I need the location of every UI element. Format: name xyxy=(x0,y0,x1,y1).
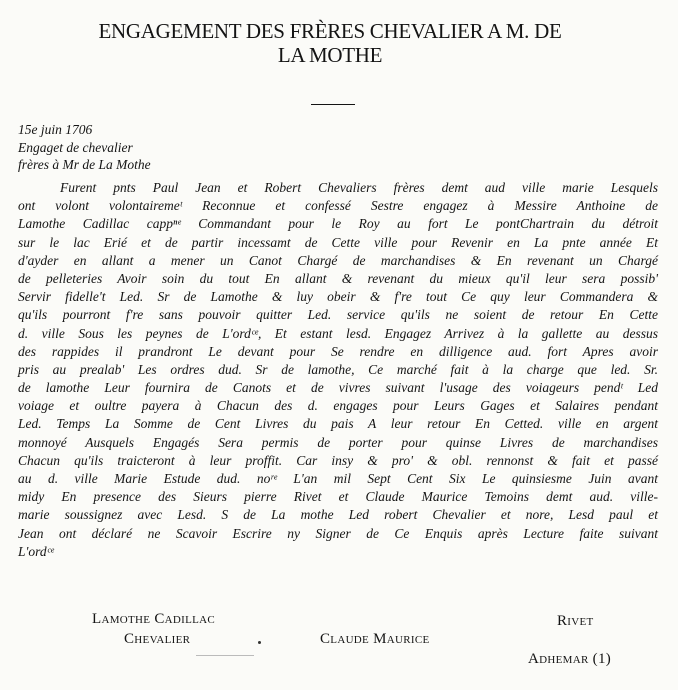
body-line: de lamothe Leur fournira de Canots et de vivres suivant l'usage des voiageurs pendᵗ Led xyxy=(18,380,658,396)
signature-lamothe: Lamothe Cadillac xyxy=(92,611,216,627)
title-divider xyxy=(311,104,355,105)
body-line: Led. Temps La Somme de Cent Livres du pais A leur retour En Cetted. ville en argent xyxy=(18,416,658,432)
document-body xyxy=(18,179,658,561)
body-line: pris au prealab' Les ordres dud. Sr de lamothe, Ce marché fait à la charge que led. Sr. xyxy=(18,361,658,377)
body-line: Servir fidelle't Led. Sr de Lamothe & luy obeir & f're tout Ce quy leur Commandera & xyxy=(18,289,658,305)
body-line: au d. ville Marie Estude dud. noʳᵉ L'an mil Sept Cent Six Le quinsiesme Juin avant xyxy=(18,471,658,486)
title-line-1: ENGAGEMENT DES FRÈRES CHEVALIER A M. DE xyxy=(98,19,562,43)
body-line: Jean ont déclaré ne Scavoir Escrire ny Signer de Ce Enquis après Lecture faite suivant xyxy=(18,525,658,541)
body-line: ont volont volontairemeᵗ Reconnue et confessé Sestre engagez à Messire Anthoine de xyxy=(18,198,658,214)
body-line: sur le lac Erié et de partir incessamt de Cette ville pour Revenir en La pnte année Et xyxy=(18,234,658,250)
body-line: Lamothe Cadillac cappⁿᵉ Commandant pour le Roy au fort Le pontChartrain du détroit xyxy=(18,216,658,232)
signature-adhemar: Adhemar (1) xyxy=(528,651,612,667)
body-line: midy En presence des Sieurs pierre Rivet et Claude Maurice Temoins demt aud. ville- xyxy=(18,489,658,505)
header-line-3: frères à Mr de La Mothe xyxy=(18,157,151,172)
signature-chevalier: Chevalier xyxy=(124,631,191,647)
header-date: 15e juin 1706 xyxy=(18,122,93,137)
body-line: Furent pnts Paul Jean et Robert Chevaliers frères demt aud ville marie Lesquels xyxy=(60,180,658,195)
body-line: d. ville Sous les peynes de L'ordᶜᵉ, Et estant lesd. Engagez Arrivez à la gallette au dessus xyxy=(18,325,658,341)
body-line: de pelleteries Avoir soin du tout En allant & revenant du mieux qu'il leur sera possib' xyxy=(18,270,658,286)
ink-dot xyxy=(258,641,261,644)
header-line-2: Engaget de chevalier xyxy=(18,139,133,155)
document-header xyxy=(18,121,151,174)
signature-maurice: Claude Maurice xyxy=(320,631,430,647)
body-line: des rappides il prandront Le devant pour Se rendre en dilligence aud. fort Apres avoir xyxy=(18,343,658,359)
body-line: marie soussignez avec Lesd. S de La mothe Led robert Chevalier et nore, Lesd paul et xyxy=(18,507,658,523)
signature-line xyxy=(196,655,254,656)
title-line-2: LA MOTHE xyxy=(277,43,383,67)
body-line: d'ayder en allant a mener un Canot Chargé de marchandises & En revenant un Chargé xyxy=(18,252,658,268)
document-title xyxy=(30,19,630,67)
body-line: L'ordᶜᵉ xyxy=(18,543,54,559)
body-line: monnoyé Ausquels Engagés Sera permis de porter pour quinse Livres de marchandises xyxy=(18,434,658,450)
body-line: Chacun qu'ils traicteront à leur proffit. Car insy & pro' & obl. rennonst & fait et passé xyxy=(18,452,658,468)
signature-rivet: Rivet xyxy=(557,613,594,629)
body-line: qu'ils pourront f're sans pouvoir quitter Led. service qu'ils ne soient de retour En Cette xyxy=(18,307,658,323)
body-line: voiage et oultre payera à Chacun des d. engages pour Leurs Gages et Salaires pendant xyxy=(18,398,658,414)
